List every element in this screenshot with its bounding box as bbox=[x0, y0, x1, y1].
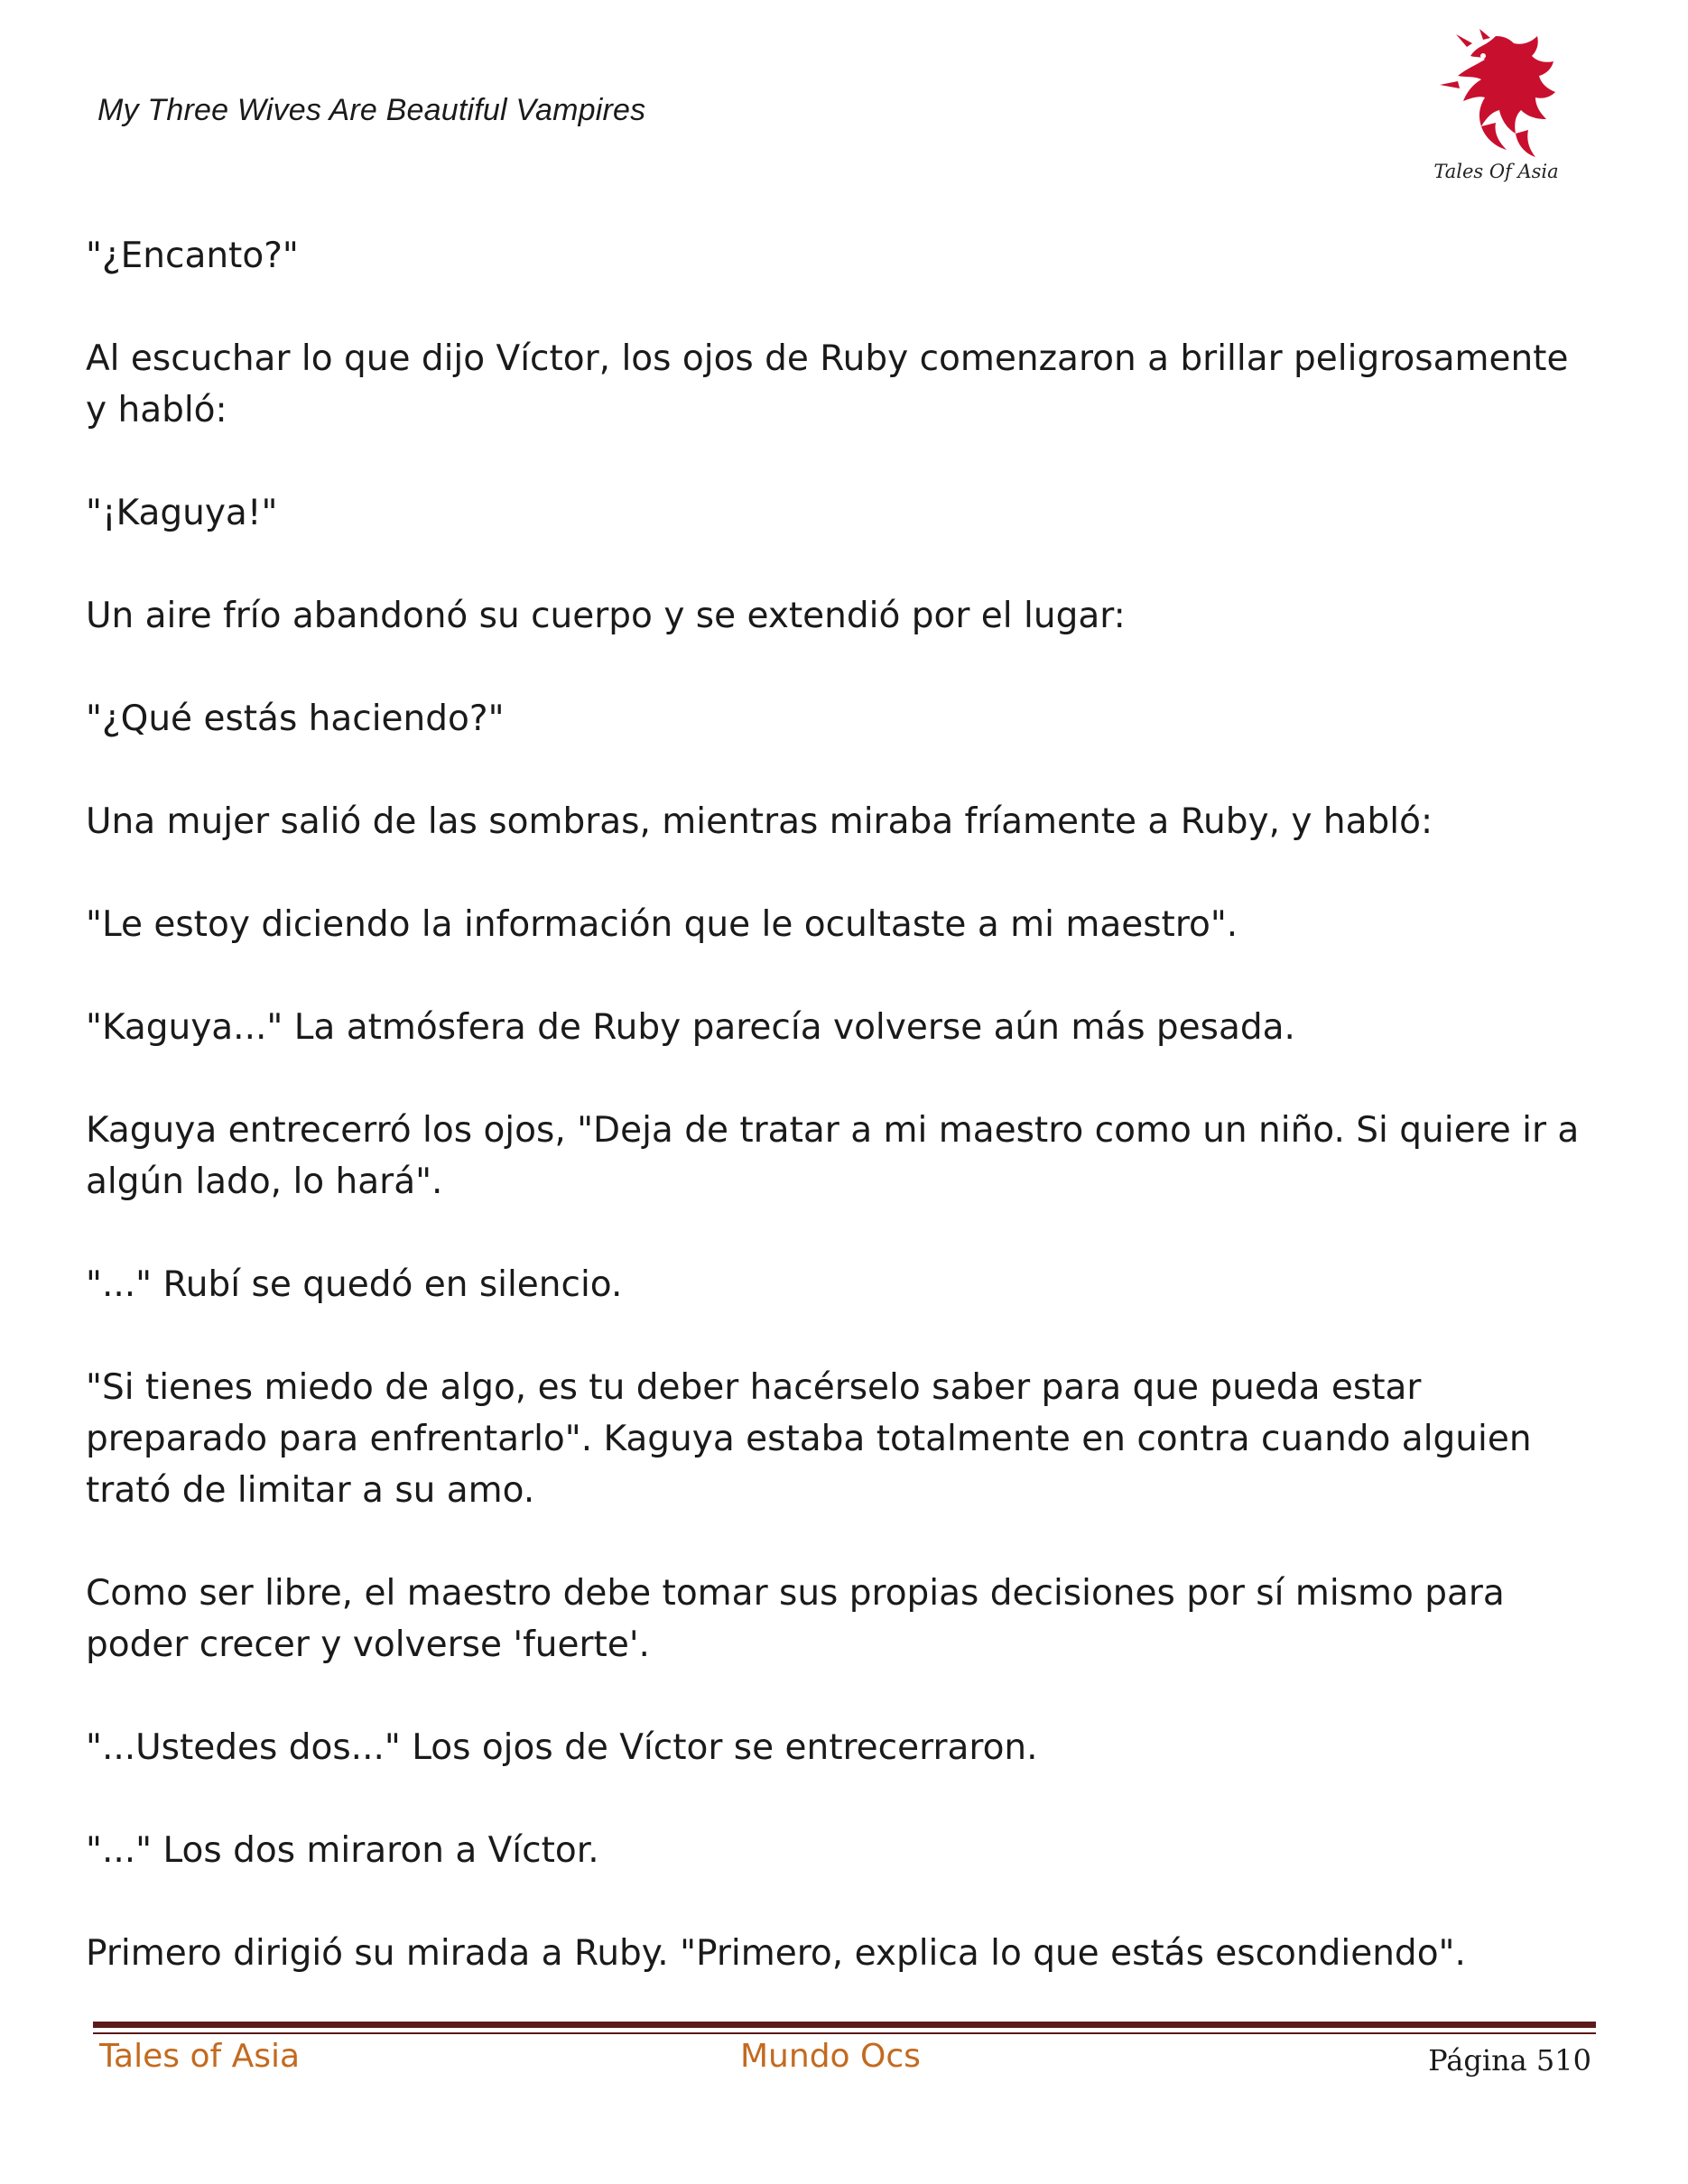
footer-divider-thin bbox=[93, 2032, 1596, 2034]
paragraph: "¿Encanto?" bbox=[86, 236, 299, 276]
red-dragon-icon bbox=[1431, 20, 1562, 182]
paragraph: Una mujer salió de las sombras, mientras miraba fríamente a Ruby, y habló: bbox=[86, 801, 1433, 842]
paragraph: Al escuchar lo que dijo Víctor, los ojos de Ruby comenzaron a brillar peligrosamente y habló: bbox=[86, 338, 1569, 430]
book-title: My Three Wives Are Beautiful Vampires bbox=[97, 93, 646, 127]
chapter-body bbox=[86, 230, 1593, 2031]
paragraph: Kaguya entrecerró los ojos, "Deja de tratar a mi maestro como un niño. Si quiere ir a algún lado, lo hará". bbox=[86, 1110, 1580, 1202]
paragraph: "¡Kaguya!" bbox=[86, 493, 278, 533]
footer-publisher: Tales of Asia bbox=[99, 2038, 301, 2075]
paragraph: "¿Qué estás haciendo?" bbox=[86, 699, 505, 739]
paragraph: "..." Los dos miraron a Víctor. bbox=[86, 1830, 599, 1871]
page-number: Página 510 bbox=[1428, 2043, 1591, 2078]
paragraph: Primero dirigió su mirada a Ruby. "Primero, explica lo que estás escondiendo". bbox=[86, 1933, 1466, 1974]
paragraph: "...Ustedes dos..." Los ojos de Víctor se entrecerraron. bbox=[86, 1727, 1038, 1768]
paragraph: "Si tienes miedo de algo, es tu deber hacérselo saber para que pueda estar preparado para enfrentarlo". Kaguya estaba totalmente en contra cuando alguien trató de limitar a su amo. bbox=[86, 1367, 1532, 1511]
paragraph: Un aire frío abandonó su cuerpo y se extendió por el lugar: bbox=[86, 596, 1126, 636]
logo-text: Tales Of Asia bbox=[1433, 161, 1559, 182]
footer-divider bbox=[93, 2022, 1596, 2028]
paragraph: "..." Rubí se quedó en silencio. bbox=[86, 1264, 623, 1305]
paragraph: "Le estoy diciendo la información que le ocultaste a mi maestro". bbox=[86, 904, 1238, 945]
paragraph: "Kaguya..." La atmósfera de Ruby parecía volverse aún más pesada. bbox=[86, 1007, 1295, 1048]
publisher-logo bbox=[1431, 20, 1562, 182]
footer-source: Mundo Ocs bbox=[740, 2038, 921, 2075]
paragraph: Como ser libre, el maestro debe tomar sus propias decisiones por sí mismo para poder crecer y volverse 'fuerte'. bbox=[86, 1573, 1505, 1665]
